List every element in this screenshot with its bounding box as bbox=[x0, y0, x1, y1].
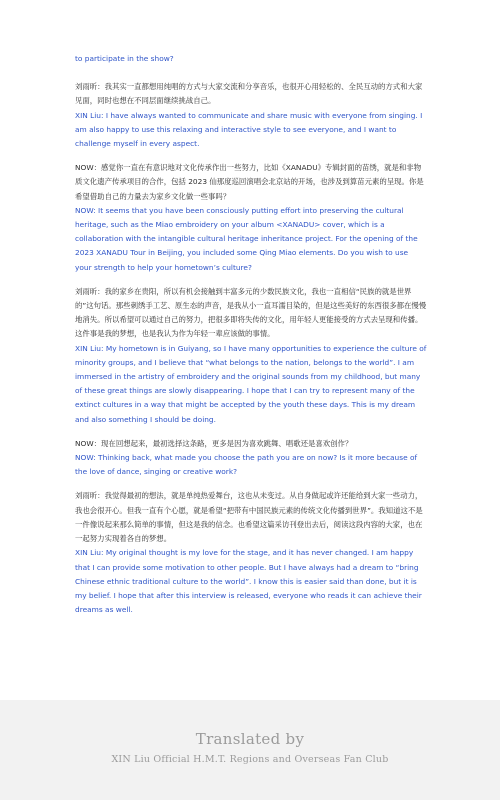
question-3-zh: NOW：现在回想起来，最初选择这条路，更多是因为喜欢跳舞、唱歌还是喜欢创作？ bbox=[75, 438, 353, 448]
answer-3-zh: 刘雨昕：我觉得最初的想法，就是单纯热爱舞台，这也从未变过。从自身做起或许还能给到大家一些动力，我也会很开心。但我一直有个心愿，就是希望“把带有中国民族元素的传统文化传播到世界”。我知道这不是一件像说起来那么简单的事情，但这是我的信念。也希望这篇采访刊登出去后，阅读这段内容的大家，也在一起努力实现着各自的梦想。 bbox=[75, 491, 423, 544]
question-2-en: NOW: It seems that you have been consciously putting effort into preserving the cultural heritage, such as the Miao embroidery on your album <XANADU> cover, which is a collaboration with the intangible cultural heritage inheritance project. For the opening of the 2023 XANADU Tour in Beijing, you included some Qing Miao elements. Do you wish to use your strength to help your hometown’s culture? bbox=[75, 205, 418, 272]
answer-2-en: XIN Liu: My hometown is in Guiyang, so I have many opportunities to experience the culture of minority groups, and I believe that “what belongs to the nation, belongs to the world”. I am immersed in the artistry of embroidery and the original sounds from my childhood, but many of these great things are slowly disappearing. I hope that I can try to represent many of the extinct cultures in a way that might be accepted by the youth these days. This is my dream and also something I should be doing. bbox=[75, 343, 427, 424]
answer-3-en: XIN Liu: My original thought is my love for the stage, and it has never changed. I am happy that I can provide some motivation to other people. But I have always had a dream to “bring Chinese ethnic traditional culture to the world”. I know this is easier said than done, but it is my belief. I hope that after this interview is released, everyone who reads it can achieve their dreams as well. bbox=[75, 548, 422, 615]
answer-2-zh: 刘雨昕：我的家乡在贵阳，所以有机会接触到丰富多元的少数民族文化，我也一直相信“民族的就是世界的”这句话。那些刺绣手工艺、原生态的声音，是我从小一直耳濡目染的，但是这些美好的东西很多都在慢慢地消失。所以希望可以通过自己的努力，把很多即将失传的文化，用年轻人更能接受的方式去呈现和传播。这件事是我的梦想，也是我认为作为年轻一辈应该做的事情。 bbox=[75, 286, 427, 339]
question-3-en: NOW: Thinking back, what made you choose the path you are on now? Is it more because of the love of dance, singing or creative work? bbox=[75, 453, 418, 477]
question-2-zh: NOW：感觉你一直在有意识地对文化传承作出一些努力，比如《XANADU》专辑封面的苗绣，就是和非物质文化遗产传承项目的合作，包括 2023 仙那度巡回演唱会北京站的开场，也涉及到算苗元素的呈现。你是希望借助自己的力量去为家乡文化做一些事吗？ bbox=[75, 163, 424, 201]
footer-title: Translated by bbox=[195, 730, 305, 748]
answer-1-en: XIN Liu: I have always wanted to communicate and share music with everyone from singing. I am also happy to use this relaxing and interactive style to see everyone, and I want to challenge myself in every aspect. bbox=[75, 110, 423, 149]
footer-subtitle: XIN Liu Official H.M.T. Regions and Overseas Fan Club bbox=[111, 754, 389, 765]
translation-credit-footer bbox=[0, 700, 500, 800]
interview-article bbox=[75, 52, 427, 617]
answer-1-zh: 刘雨昕：我其实一直都想用纯唱的方式与大家交流和分享音乐，也很开心用轻松的、全民互动的方式和大家见面，同时也想在不同层面继续挑战自己。 bbox=[75, 82, 423, 106]
question-continuation-en: to participate in the show? bbox=[75, 54, 174, 63]
